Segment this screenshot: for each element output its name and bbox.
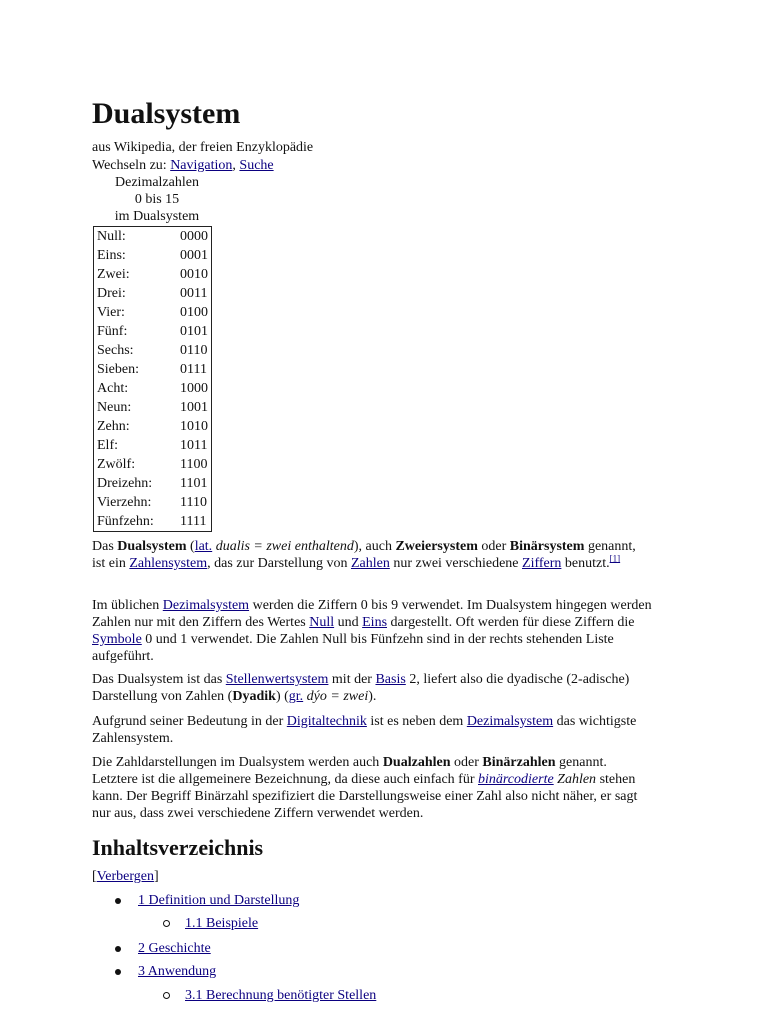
bold-term: Dualsystem: [117, 539, 187, 554]
dezimalsystem-link[interactable]: Dezimalsystem: [162, 598, 250, 613]
paragraph-decimal: [92, 597, 652, 665]
jump-links: [92, 157, 274, 174]
bullet-icon: [115, 946, 121, 952]
text: , das zur Darstellung von: [207, 556, 351, 571]
toc-item: [115, 940, 211, 957]
digitaltechnik-link[interactable]: Digitaltechnik: [286, 714, 367, 729]
jump-separator: ,: [232, 158, 240, 173]
text: 0 und 1 verwendet. Die Zahlen Null bis Fünfzehn sind in der rechts stehenden Liste aufgeführt.: [92, 632, 614, 664]
binaercodierte-link[interactable]: binärcodierte: [477, 772, 554, 787]
number-name-cell: Sechs:: [97, 343, 134, 358]
binary-value-cell: 0111: [180, 362, 207, 377]
number-name-cell: Zehn:: [97, 419, 130, 434]
stellenwertsystem-link[interactable]: Stellenwertsystem: [225, 672, 329, 687]
text: Das Dualsystem ist das: [92, 672, 226, 687]
bracket: [: [92, 869, 97, 884]
binary-value-cell: 0010: [180, 267, 208, 282]
circle-bullet-icon: [163, 920, 170, 927]
eins-link[interactable]: Eins: [362, 615, 388, 630]
bold-term: Binärzahlen: [482, 755, 556, 770]
number-name-cell: Drei:: [97, 286, 126, 301]
table-row: [94, 436, 212, 455]
paragraph-importance: [92, 713, 652, 747]
dezimalsystem-link[interactable]: Dezimalsystem: [466, 714, 554, 729]
text: Das: [92, 539, 118, 554]
binary-value-cell: 0101: [180, 324, 208, 339]
table-row: [94, 341, 212, 360]
table-row: [94, 417, 212, 436]
number-name-cell: Acht:: [97, 381, 129, 396]
table-row: [94, 265, 212, 284]
table-row: [94, 284, 212, 303]
text: genannt. Letztere ist die allgemeinere Bezeichnung, da diese auch einfach für: [92, 755, 607, 787]
paragraph-place-value: [92, 671, 652, 705]
bold-term: Dyadik: [232, 689, 276, 704]
number-name-cell: Elf:: [97, 438, 118, 453]
jump-prefix: Wechseln zu:: [92, 158, 171, 173]
toc-item: [115, 892, 299, 909]
text: (: [186, 539, 195, 554]
text: ).: [368, 689, 377, 704]
toc-link-geschichte[interactable]: 2 Geschichte: [138, 941, 211, 956]
text: ), auch: [353, 539, 396, 554]
table-row: [94, 512, 212, 532]
text: nur zwei verschiedene: [389, 556, 523, 571]
symbole-link[interactable]: Symbole: [92, 632, 142, 647]
binary-value-cell: 0000: [180, 229, 208, 244]
table-caption: [92, 174, 222, 225]
binary-value-cell: 0100: [180, 305, 208, 320]
bold-term: Zweiersystem: [395, 539, 478, 554]
text: oder: [477, 539, 510, 554]
binary-value-cell: 1111: [180, 514, 207, 529]
text: ) (: [275, 689, 289, 704]
table-row: [94, 303, 212, 322]
table-row: [94, 455, 212, 474]
italic-text: Zahlen: [553, 772, 597, 787]
toc-toggle: [92, 868, 159, 885]
toc-link-definition[interactable]: 1 Definition und Darstellung: [138, 893, 300, 908]
text: ist es neben dem: [366, 714, 467, 729]
number-name-cell: Zwölf:: [97, 457, 136, 472]
table-row: [94, 246, 212, 265]
table-row: [94, 398, 212, 417]
binary-value-cell: 1100: [180, 457, 208, 472]
text: benutzt.: [561, 556, 610, 571]
page-title: Dualsystem: [92, 97, 241, 130]
text: Die Zahldarstellungen im Dualsystem werden auch: [92, 755, 383, 770]
number-name-cell: Fünf:: [97, 324, 128, 339]
table-body: [94, 227, 212, 532]
number-name-cell: Vier:: [97, 305, 125, 320]
binary-value-cell: 0011: [180, 286, 208, 301]
number-name-cell: Sieben:: [97, 362, 139, 377]
navigation-link[interactable]: Navigation: [170, 158, 233, 173]
text: stehen kann. Der Begriff Binärzahl spezifiziert die Darstellungsweise einer Zahl also nicht näher, er sagt nur aus, dass zwei verschiedene Ziffern verwendet werden.: [92, 772, 638, 821]
ziffern-link[interactable]: Ziffern: [522, 556, 562, 571]
binary-value-cell: 1000: [180, 381, 208, 396]
bold-term: Binärsystem: [509, 539, 585, 554]
greek-link[interactable]: gr.: [288, 689, 304, 704]
text: Aufgrund seiner Bedeutung in der: [92, 714, 287, 729]
reference-link[interactable]: [1]: [609, 553, 621, 564]
toc-hide-link[interactable]: Verbergen: [96, 869, 154, 884]
bracket: ]: [153, 869, 159, 884]
binary-value-cell: 1011: [180, 438, 208, 453]
search-link[interactable]: Suche: [239, 158, 274, 173]
text: werden die Ziffern 0 bis 9 verwendet. Im Dualsystem hingegen werden Zahlen nur mit den Ziffern des Wertes: [92, 598, 652, 630]
binary-value-cell: 1110: [180, 495, 207, 510]
toc-subitem: [163, 987, 376, 1004]
text: 2, liefert also die dyadische (2-adische) Darstellung von Zahlen (: [92, 672, 630, 704]
null-link[interactable]: Null: [309, 615, 335, 630]
number-name-cell: Dreizehn:: [97, 476, 153, 491]
text: genannt, ist ein: [92, 539, 636, 571]
binary-value-cell: 0110: [180, 343, 208, 358]
caption-line: 0 bis 15: [134, 192, 180, 207]
toc-item: [115, 963, 216, 980]
table-row: [94, 360, 212, 379]
bullet-icon: [115, 898, 121, 904]
number-name-cell: Null:: [97, 229, 126, 244]
table-row: [94, 322, 212, 341]
binary-value-cell: 1001: [180, 400, 208, 415]
toc-link-beispiele[interactable]: 1.1 Beispiele: [185, 916, 259, 931]
paragraph-dual-numbers: [92, 754, 652, 822]
table-row: [94, 379, 212, 398]
circle-bullet-icon: [163, 992, 170, 999]
toc-heading: Inhaltsverzeichnis: [92, 835, 264, 860]
italic-text: dýo = zwei: [303, 689, 369, 704]
zahlensystem-link[interactable]: Zahlensystem: [129, 556, 208, 571]
text: Im üblichen: [92, 598, 163, 613]
table-row: [94, 474, 212, 493]
paragraph-intro: [92, 538, 652, 572]
binary-value-cell: 0001: [180, 248, 208, 263]
basis-link[interactable]: Basis: [375, 672, 406, 687]
toc-link-berechnung[interactable]: 3.1 Berechnung benötigter Stellen: [185, 988, 377, 1003]
number-name-cell: Neun:: [97, 400, 132, 415]
site-subtitle: aus Wikipedia, der freien Enzyklopädie: [92, 140, 314, 155]
lat-link[interactable]: lat.: [194, 539, 213, 554]
toc-link-anwendung[interactable]: 3 Anwendung: [138, 964, 217, 979]
toc-subitem: [163, 915, 258, 932]
text: oder: [450, 755, 483, 770]
text: das wichtigste Zahlensystem.: [92, 714, 637, 746]
text: mit der: [328, 672, 376, 687]
italic-text: dualis = zwei enthaltend: [212, 539, 354, 554]
number-name-cell: Zwei:: [97, 267, 130, 282]
caption-line: Dezimalzahlen: [115, 175, 199, 190]
text: dargestellt. Oft werden für diese Ziffern die: [387, 615, 635, 630]
binary-value-cell: 1101: [180, 476, 208, 491]
text: und: [334, 615, 363, 630]
zahlen-link[interactable]: Zahlen: [350, 556, 390, 571]
table-row: [94, 227, 212, 247]
number-name-cell: Eins:: [97, 248, 126, 263]
bullet-icon: [115, 969, 121, 975]
number-name-cell: Fünfzehn:: [97, 514, 154, 529]
binary-numbers-table: [93, 226, 212, 532]
number-name-cell: Vierzehn:: [97, 495, 152, 510]
caption-line: im Dualsystem: [114, 209, 200, 224]
table-row: [94, 493, 212, 512]
bold-term: Dualzahlen: [382, 755, 451, 770]
binary-value-cell: 1010: [180, 419, 208, 434]
